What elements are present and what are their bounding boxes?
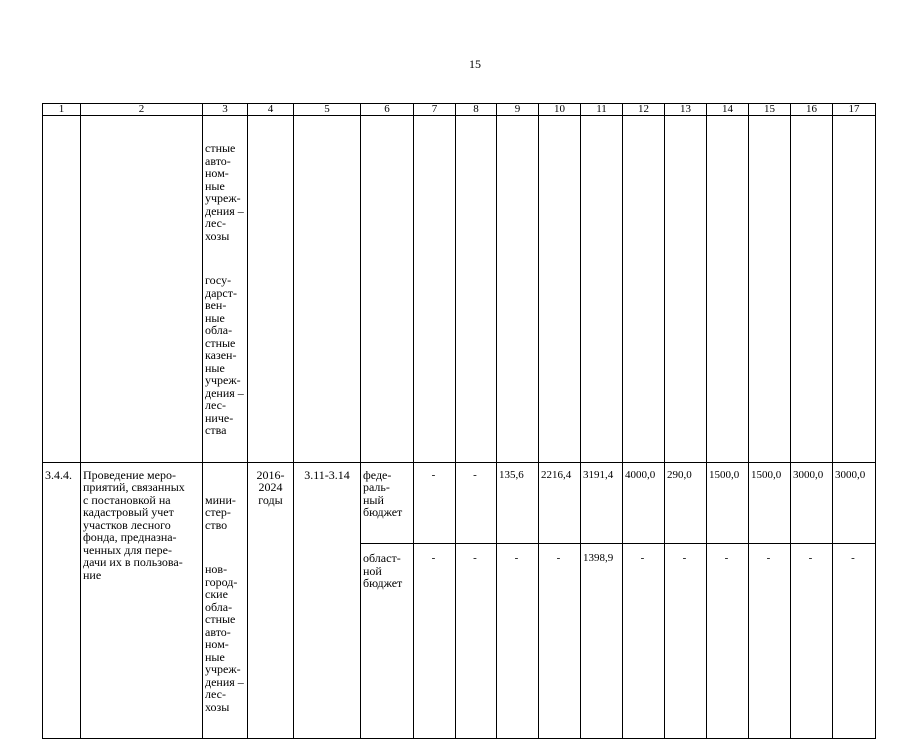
column-number: 14	[707, 104, 749, 116]
funding-value: 1500,0	[749, 462, 791, 544]
funding-value: 135,6	[497, 462, 539, 544]
empty-cell	[833, 116, 876, 463]
activity-number: 3.4.4.	[43, 462, 81, 739]
column-number: 17	[833, 104, 876, 116]
empty-cell	[248, 116, 294, 463]
column-number: 3	[203, 104, 248, 116]
funding-value: 3191,4	[581, 462, 623, 544]
empty-cell	[361, 116, 414, 463]
column-number: 8	[456, 104, 497, 116]
empty-cell	[665, 116, 707, 463]
column-number: 4	[248, 104, 294, 116]
empty-cell	[791, 116, 833, 463]
funding-value: 290,0	[665, 462, 707, 544]
executor-text: мини- стер- ство	[205, 492, 236, 532]
activity-period: 2016- 2024 годы	[248, 462, 294, 739]
funding-value: 3000,0	[833, 462, 876, 544]
funding-value: -	[414, 462, 456, 544]
empty-cell	[623, 116, 665, 463]
empty-cell	[43, 116, 81, 463]
column-number: 5	[294, 104, 361, 116]
executor-text: стные авто- ном- ные учреж- дения – лес- хозы	[205, 141, 244, 243]
column-number: 16	[791, 104, 833, 116]
executors-cell	[203, 116, 248, 463]
executor-text: госу- дарст- вен- ные обла- стные казен- ные учреж- дения – лес- ниче- ства	[205, 273, 244, 437]
empty-cell	[456, 116, 497, 463]
funding-value: -	[623, 544, 665, 739]
column-number: 6	[361, 104, 414, 116]
column-number: 2	[81, 104, 203, 116]
funding-value: -	[539, 544, 581, 739]
funding-value: -	[665, 544, 707, 739]
funding-value: 2216,4	[539, 462, 581, 544]
funding-value: -	[497, 544, 539, 739]
funding-value: -	[414, 544, 456, 739]
funding-value: 3000,0	[791, 462, 833, 544]
funding-value: 1398,9	[581, 544, 623, 739]
executor-text: нов- город- ские обла- стные авто- ном- ные учреж- дения – лес- хозы	[205, 562, 244, 714]
empty-cell	[81, 116, 203, 463]
empty-cell	[539, 116, 581, 463]
funding-value: 1500,0	[707, 462, 749, 544]
activity-name: Проведение меро- приятий, связанных с постановкой на кадастровый учет участков лесного фонда, предназна- ченных для пере- дачи их в пользова- ние	[81, 462, 203, 739]
column-number: 7	[414, 104, 456, 116]
funding-value: -	[707, 544, 749, 739]
funding-value: 4000,0	[623, 462, 665, 544]
empty-cell	[581, 116, 623, 463]
page-number: 15	[469, 57, 481, 71]
program-activities-table	[42, 103, 876, 739]
column-number: 1	[43, 104, 81, 116]
column-number: 13	[665, 104, 707, 116]
empty-cell	[414, 116, 456, 463]
funding-value: -	[791, 544, 833, 739]
column-number-row	[43, 104, 876, 116]
empty-cell	[749, 116, 791, 463]
continuation-row	[43, 116, 876, 463]
column-number: 10	[539, 104, 581, 116]
activity-executors	[203, 462, 248, 739]
column-number: 12	[623, 104, 665, 116]
empty-cell	[707, 116, 749, 463]
funding-source: област- ной бюджет	[361, 544, 414, 739]
empty-cell	[497, 116, 539, 463]
activity-indicators: 3.11-3.14	[294, 462, 361, 739]
funding-value: -	[833, 544, 876, 739]
funding-value: -	[456, 462, 497, 544]
column-number: 11	[581, 104, 623, 116]
funding-value: -	[456, 544, 497, 739]
column-number: 15	[749, 104, 791, 116]
empty-cell	[294, 116, 361, 463]
activity-row-federal	[43, 462, 876, 544]
funding-source: феде- раль- ный бюджет	[361, 462, 414, 544]
column-number: 9	[497, 104, 539, 116]
funding-value: -	[749, 544, 791, 739]
